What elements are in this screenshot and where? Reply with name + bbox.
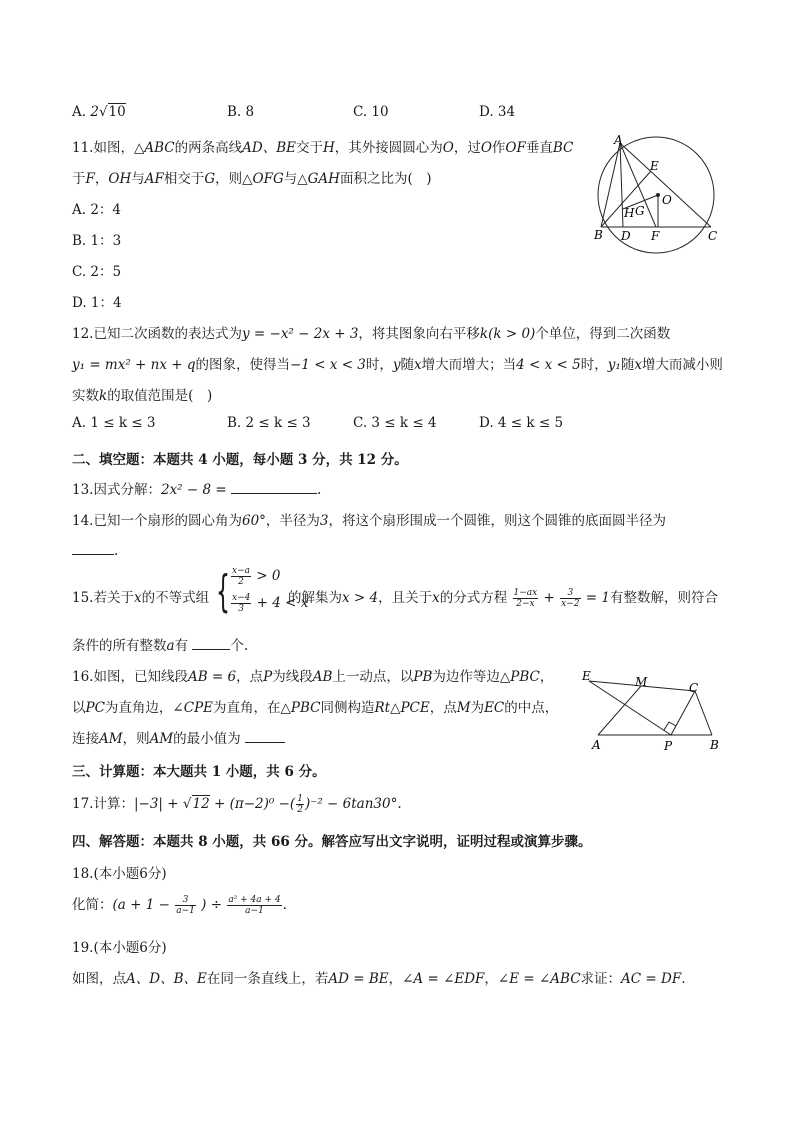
q12-option-b: B. 2 ≤ k ≤ 3 [227, 415, 311, 431]
fig16-label-e: E [582, 669, 591, 683]
q12-option-a: A. 1 ≤ k ≤ 3 [72, 415, 156, 431]
q14-line2: . [72, 540, 118, 559]
q11-option-b: B. 1：3 [72, 233, 122, 249]
section-2-heading: 二、填空题：本题共 4 小题，每小题 3 分，共 12 分。 [72, 452, 408, 468]
q15-line2: 条件的所有整数a有 个. [72, 634, 248, 654]
fig11-label-c: C [708, 229, 718, 243]
q12-line2: y₁ = mx² + nx + q的图象，使得当−1 < x < 3时，y随x增大而增大；当4 < x < 5时，y₁随x增大而减小则 [72, 357, 723, 373]
section-4-heading: 四、解答题：本题共 8 小题，共 66 分。解答应写出文字说明，证明过程或演算步骤。 [72, 834, 592, 850]
fig11-label-b: B [594, 228, 603, 242]
q12-line3: 实数k的取值范围是( ) [72, 388, 213, 404]
fig16-label-c: C [689, 681, 699, 695]
q19-title: 19.(本小题6分) [72, 940, 167, 956]
q13: 13.因式分解：2x² − 8 = . [72, 478, 321, 498]
q11-option-c: C. 2：5 [72, 264, 122, 280]
q11-line2: 于F，OH与AF相交于G，则△OFG与△GAH面积之比为( ) [72, 171, 432, 187]
q18-title: 18.(本小题6分) [72, 866, 167, 882]
fig11-label-g: G [635, 204, 645, 218]
q16-line1: 16.如图，已知线段AB = 6，点P为线段AB上一动点，以PB为边作等边△PBC， [72, 669, 554, 685]
fig11-label-o: O [662, 193, 672, 207]
q15-answer-blank[interactable] [192, 635, 230, 650]
q13-answer-blank[interactable] [231, 479, 317, 494]
fig16-label-m: M [635, 675, 648, 689]
inequality-brace: { [216, 566, 230, 617]
q11-option-a: A. 2：4 [72, 202, 122, 218]
fig11-label-d: D [621, 229, 631, 243]
q10-option-d: D. 34 [479, 104, 516, 120]
q14-answer-blank[interactable] [72, 540, 114, 555]
q12-option-d: D. 4 ≤ k ≤ 5 [479, 415, 564, 431]
q10-option-b: B. 8 [227, 104, 255, 120]
fig16-label-a: A [592, 738, 601, 752]
section-3-heading: 三、计算题：本大题共 1 小题，共 6 分。 [72, 764, 326, 780]
q11-option-d: D. 1：4 [72, 295, 122, 311]
fig11-label-f: F [651, 229, 660, 243]
q17: 17.计算：|−3| + √12 + (π−2)⁰ −( $\frac{1}{2}$ )⁻² − 6tan30°. [72, 794, 402, 815]
q10-option-c: C. 10 [353, 104, 389, 120]
q18-expression: 化简：(a + 1 − $\frac{3}{a-1}$ ) ÷ $\frac{\text{a² + 4a + 4}}{a-1}$ . [72, 895, 287, 916]
fig11-label-a: A [614, 133, 623, 147]
fig11-label-e: E [650, 159, 659, 173]
q14-line1: 14.已知一个扇形的圆心角为60°，半径为3，将这个扇形围成一个圆锥，则这个圆锥的底面圆半径为 [72, 513, 667, 529]
inequality-1: $\frac{x-a}{2}$ > 0 [232, 566, 281, 587]
figure-q16-triangles [578, 668, 728, 754]
figure-q11-circle [590, 132, 730, 258]
q16-line2: 以PC为直角边，∠CPE为直角，在△PBC同侧构造Rt△PCE，点M为EC的中点， [72, 700, 559, 716]
q12-option-c: C. 3 ≤ k ≤ 4 [353, 415, 437, 431]
q16-answer-blank[interactable] [245, 728, 285, 743]
inequality-2: $\frac{x-4}{3}$ + 4 < x [232, 593, 309, 614]
q16-line3: 连接AM，则AM的最小值为 [72, 727, 285, 747]
q19-statement: 如图，点A、D、B、E在同一条直线上，若AD = BE，∠A = ∠EDF，∠E = ∠ABC求证：AC = DF. [72, 971, 686, 987]
q10-option-a: A. 2√10 [72, 104, 126, 120]
q11-line1: 11.如图，△ABC的两条高线AD、BE交于H，其外接圆圆心为O，过O作OF垂直BC [72, 140, 574, 156]
q12-line1: 12.已知二次函数的表达式为y = −x² − 2x + 3，将其图象向右平移k(k > 0)个单位，得到二次函数 [72, 326, 671, 342]
fig11-label-h: H [624, 206, 635, 220]
fig16-label-p: P [664, 739, 673, 753]
fig16-label-b: B [710, 738, 719, 752]
